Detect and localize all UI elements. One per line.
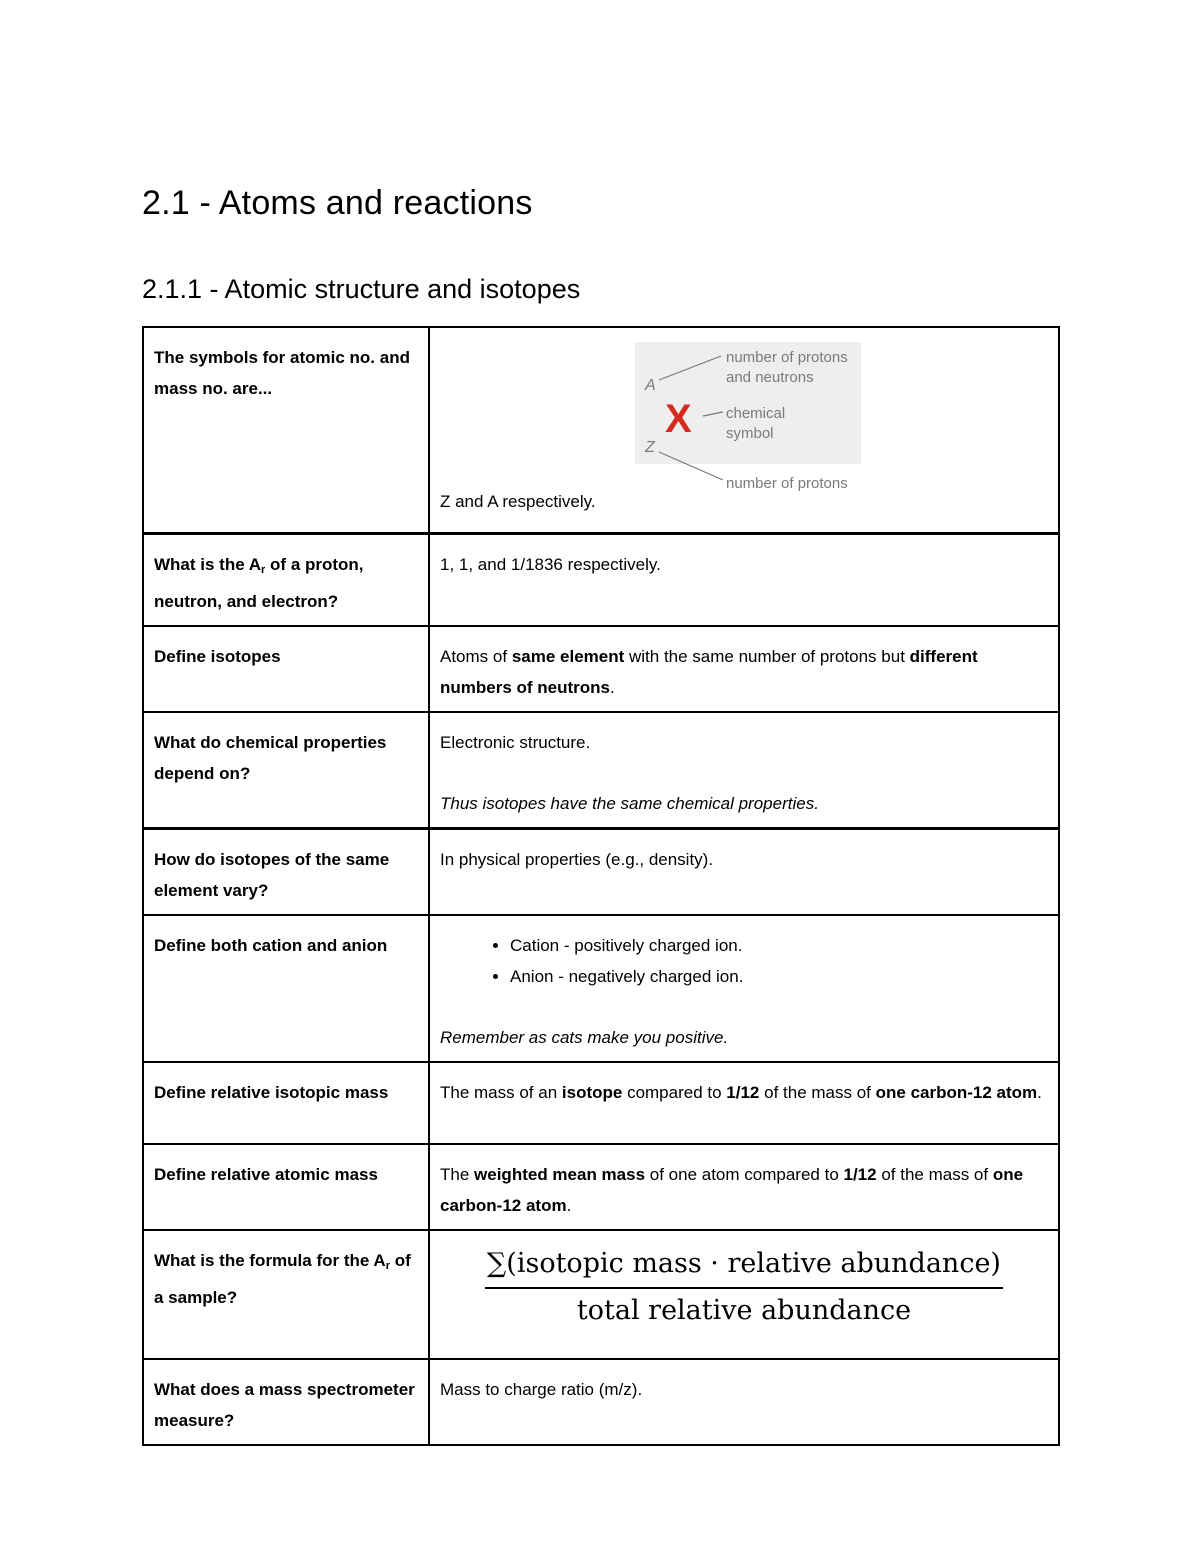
answer-cell: The mass of an isotope compared to 1/12 of the mass of one carbon-12 atom. [429,1062,1059,1144]
question-cell [143,1359,429,1445]
ar-formula [440,1245,1048,1331]
question-cell [143,712,429,829]
question-text: What does a mass spectrometer measure? [154,1379,415,1430]
bullet-list [440,930,1048,992]
answer-cell: Atoms of same element with the same number of protons but different numbers of neutrons. [429,626,1059,712]
page-title: 2.1 - Atoms and reactions [142,184,533,222]
question-cell [143,915,429,1062]
answer-cell [429,712,1059,829]
question-text: Define isotopes [154,646,281,666]
answer-text: Z and A respectively. [440,492,596,511]
answer-cell [429,828,1059,915]
question-text: Define relative isotopic mass [154,1082,389,1102]
question-cell [143,327,429,533]
table-row [143,828,1059,915]
list-item: • Cation - positively charged ion. [510,930,1048,961]
table-row [143,1062,1059,1144]
answer-note: Remember as cats make you positive. [440,1027,729,1047]
protons-label: number of protons [726,475,848,492]
table-row [143,533,1059,626]
table-row [143,626,1059,712]
answer-note: Thus isotopes have the same chemical properties. [440,793,819,813]
answer-text: Electronic structure. [440,732,591,752]
symbol-label-line1: chemical [726,405,786,422]
question-cell: What is the $A_r$ of a proton, neutron, and electron? [143,533,429,626]
question-cell [143,626,429,712]
section-title: 2.1.1 - Atomic structure and isotopes [142,274,581,304]
question-cell [143,828,429,915]
atomic-notation-diagram [631,334,866,492]
answer-cell [429,327,1059,533]
question-text: Define both cation and anion [154,935,388,955]
question-cell [143,1144,429,1230]
qa-table [142,326,1060,1446]
question-cell: What is the formula for the $A_r$ of a sample? [143,1230,429,1359]
formula-denominator: total relative abundance [576,1294,912,1326]
answer-cell [429,915,1059,1062]
answer-text: In physical properties (e.g., density). [440,849,714,869]
answer-cell [429,1230,1059,1359]
table-row [143,1144,1059,1230]
formula-numerator: ∑(isotopic mass · relative abundance) [485,1247,1003,1289]
question-text: How do isotopes of the same element vary? [154,849,390,900]
answer-cell [429,1359,1059,1445]
mass-label-line1: number of protons [726,349,848,366]
chemical-symbol: X [665,397,692,441]
table-row [143,712,1059,829]
atomic-number-letter: Z [645,439,655,456]
answer-cell [429,533,1059,626]
table-row [143,1230,1059,1359]
symbol-label-line2: symbol [726,425,774,442]
table-row [143,1359,1059,1445]
mass-label-line2: and neutrons [726,369,814,386]
question-text: What do chemical properties depend on? [154,732,387,783]
answer-text: Mass to charge ratio (m/z). [440,1379,643,1399]
mass-number-letter: A [645,377,656,394]
table-row [143,915,1059,1062]
answer-cell: The weighted mean mass of one atom compared to 1/12 of the mass of one carbon-12 atom. [429,1144,1059,1230]
answer-text: 1, 1, and 1/1836 respectively. [440,554,661,574]
question-cell [143,1062,429,1144]
table-row [143,327,1059,533]
question-text: The symbols for atomic no. and mass no. are... [154,348,410,398]
list-item: • Anion - negatively charged ion. [510,961,1048,992]
question-text: Define relative atomic mass [154,1164,378,1184]
